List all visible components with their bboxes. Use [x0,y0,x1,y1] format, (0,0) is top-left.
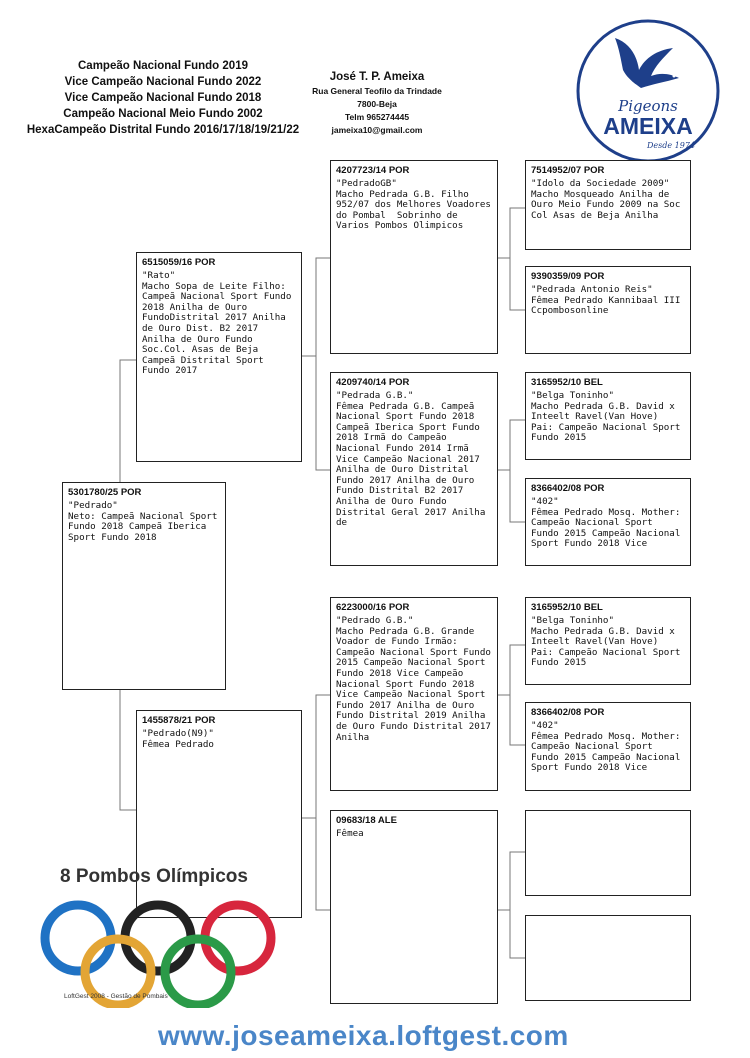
ring-number: 4209740/14 POR [336,377,410,388]
bird-description: Fêmea [336,828,364,839]
ring-number: 7514952/07 POR [531,165,605,176]
owner-city: 7800-Beja [357,99,397,109]
olympic-pigeons-title: 8 Pombos Olímpicos [60,866,248,887]
bird-description: "Pedrada G.B." Fêmea Pedrada G.B. Campeã Nacional Sport Fundo 2018 Campeã Iberica Sport Fundo 2018 Irmã do Campeão Nacional Fundo 2014 Irmã Vice Campeão Nacional 2017 Anilha de Ouro Distrital Fundo 2017 Anilha de Ouro Fundo Distrital B2 2017 Anilha de Ouro Fundo Distrital Geral 2017 Anilha de [336,390,486,529]
pedigree-card-ssd[interactable] [525,266,691,354]
ring-number: 3165952/10 BEL [531,602,603,613]
achievement-line: Campeão Nacional Fundo 2019 [78,60,248,72]
bird-description: "Pedrada Antonio Reis" Fêmea Pedrado Kannibaal III Ccpombosonline [531,284,681,317]
bird-description: "Rato" Macho Sopa de Leite Filho: Campeã Nacional Sport Fundo 2018 Anilha de Ouro FundoDistrital 2017 Anilha de Ouro Dist. B2 2017 Anilha de Ouro Fundo Soc.Col. Asas de Beja Campeã Distrital Sport Fundo 2017 [142,270,292,377]
bird-description: "Pedrado(N9)" Fêmea Pedrado [142,728,214,750]
bird-description: "402" Fêmea Pedrado Mosq. Mother: Campeão Nacional Sport Fundo 2015 Campeão Nacional Sport Fundo 2018 Vice [531,720,681,774]
owner-name: José T. P. Ameixa [329,71,425,83]
bird-description: "Pedrado" Neto: Campeã Nacional Sport Fundo 2018 Campeã Iberica Sport Fundo 2018 [68,500,218,543]
achievement-line: Vice Campeão Nacional Fundo 2018 [64,92,262,104]
logo-script: Pigeons [618,97,678,115]
ring-number: 3165952/10 BEL [531,377,603,388]
achievement-line: HexaCampeão Distrital Fundo 2016/17/18/19/21/22 [26,124,300,136]
logo-name: AMEIXA [603,113,693,139]
ring-number: 8366402/08 POR [531,483,605,494]
owner-phone: Telm 965274445 [344,112,410,122]
bird-description: "Idolo da Sociedade 2009" Macho Mosqueado Anilha de Ouro Meio Fundo 2009 na Soc Col Asas de Beja Anilha [531,178,681,221]
bird-description: "PedradoGB" Macho Pedrada G.B. Filho 952/07 dos Melhores Voadores do Pombal Sobrinho de Varios Pombos Olimpicos [336,178,491,232]
bird-description: "Belga Toninho" Macho Pedrada G.B. David x Inteelt Ravel(Van Hove) Pai: Campeão Nacional Sport Fundo 2015 [531,615,681,669]
bird-description: "Belga Toninho" Macho Pedrada G.B. David x Inteelt Ravel(Van Hove) Pai: Campeão Nacional Sport Fundo 2015 [531,390,681,444]
website-link[interactable]: www.joseameixa.loftgest.com [158,1020,569,1051]
ring-number: 09683/18 ALE [336,815,397,826]
blue-ring [45,905,111,971]
pedigree-card-dam-dam[interactable] [330,810,498,1004]
pedigree-card-dds[interactable] [525,810,691,896]
owner-street: Rua General Teofilo da Trindade [312,86,442,96]
ring-number: 6515059/16 POR [142,257,216,268]
bird-description: "Pedrado G.B." Macho Pedrada G.B. Grande Voador de Fundo Irmão: Campeão Nacional Sport Fundo 2015 Campeão Nacional Sport Fundo 2018 Vice Campeão Nacional Sport Fundo 2018 Vice Campeão Nacional Sport Fundo 2017 Anilha de Ouro Fundo Distrital 2019 Anilha de Ouro Fundo Distrital 2017 Anilha [336,615,491,743]
pedigree-card-sss[interactable] [525,160,691,250]
olympic-rings-icon [38,896,278,1008]
ring-number: 9390359/09 POR [531,271,605,282]
owner-email[interactable]: jameixa10@gmail.com [331,125,423,135]
pedigree-card-sire-dam[interactable] [330,372,498,566]
pedigree-card-sire[interactable] [136,252,302,462]
ring-number: 1455878/21 POR [142,715,216,726]
pedigree-card-sire-sire[interactable] [330,160,498,354]
pedigree-card-dss[interactable] [525,597,691,685]
pedigree-card-subject[interactable] [62,482,226,690]
pedigree-card-sds[interactable] [525,372,691,460]
green-ring [165,939,231,1005]
ring-number: 4207723/14 POR [336,165,410,176]
ring-number: 8366402/08 POR [531,707,605,718]
red-ring [205,905,271,971]
software-credit: LoftGest 2008 - Gestão de Pombais [64,993,168,1000]
ring-number: 5301780/25 POR [68,487,142,498]
bird-description: "402" Fêmea Pedrado Mosq. Mother: Campeão Nacional Sport Fundo 2015 Campeão Nacional Sport Fundo 2018 Vice [531,496,681,550]
pedigree-card-ddd[interactable] [525,915,691,1001]
pedigree-card-sdd[interactable] [525,478,691,566]
black-ring [125,905,191,971]
pedigree-card-dsd[interactable] [525,702,691,791]
logo-since: Desde 1974 [646,141,696,150]
pedigree-card-dam-sire[interactable] [330,597,498,791]
ring-number: 6223000/16 POR [336,602,410,613]
achievement-line: Campeão Nacional Meio Fundo 2002 [63,108,263,120]
achievement-line: Vice Campeão Nacional Fundo 2022 [64,76,262,88]
